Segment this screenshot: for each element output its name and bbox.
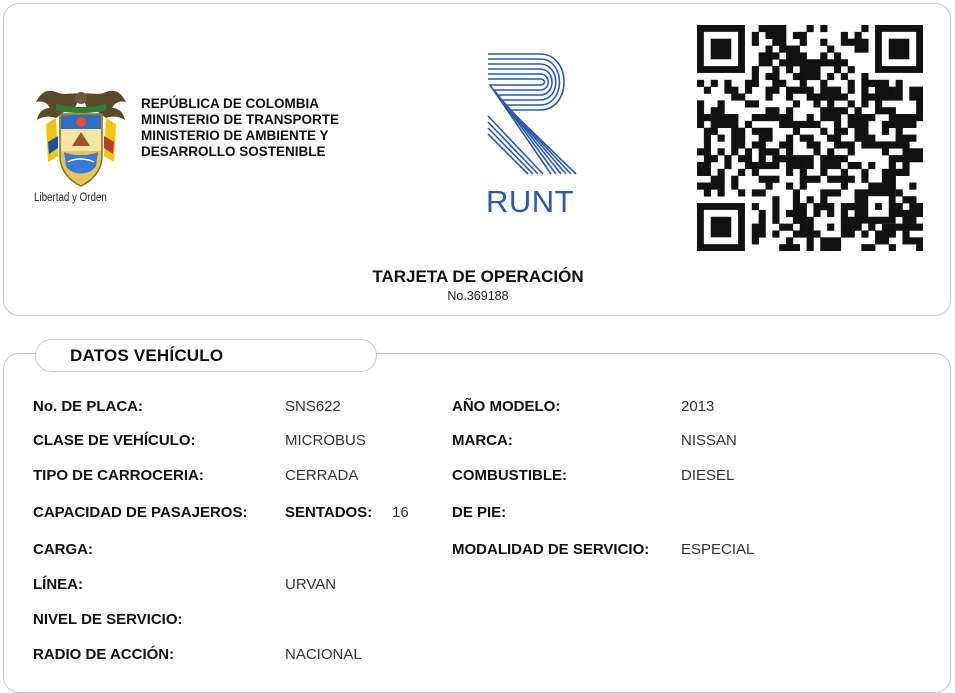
clase-value: MICROBUS bbox=[285, 432, 366, 449]
linea-value: URVAN bbox=[285, 576, 337, 593]
combustible-value: DIESEL bbox=[681, 467, 735, 484]
sentados-value: 16 bbox=[392, 504, 409, 521]
placa-value: SNS622 bbox=[285, 398, 341, 415]
document-title: TARJETA DE OPERACIÓN bbox=[372, 267, 584, 286]
marca-label: MARCA: bbox=[452, 432, 513, 449]
capacidad-label: CAPACIDAD DE PASAJEROS: bbox=[33, 504, 248, 521]
carga-label: CARGA: bbox=[33, 541, 93, 558]
ministry-line: MINISTERIO DE TRANSPORTE bbox=[141, 112, 340, 127]
clase-label: CLASE DE VEHÍCULO: bbox=[33, 432, 196, 449]
modalidad-label: MODALIDAD DE SERVICIO: bbox=[452, 541, 650, 558]
document-number: No.369188 bbox=[447, 289, 509, 303]
ministry-line: DESARROLLO SOSTENIBLE bbox=[141, 144, 326, 159]
radio-label: RADIO DE ACCIÓN: bbox=[33, 646, 175, 663]
modelo-label: AÑO MODELO: bbox=[452, 398, 561, 415]
qr-code-icon bbox=[697, 25, 923, 251]
carroceria-label: TIPO DE CARROCERIA: bbox=[33, 467, 204, 484]
depie-label: DE PIE: bbox=[452, 504, 507, 521]
carroceria-value: CERRADA bbox=[285, 467, 359, 484]
section-title: DATOS VEHÍCULO bbox=[70, 346, 224, 365]
marca-value: NISSAN bbox=[681, 432, 737, 449]
header-card bbox=[3, 3, 951, 316]
radio-value: NACIONAL bbox=[285, 646, 362, 663]
modalidad-value: ESPECIAL bbox=[681, 541, 755, 558]
placa-label: No. DE PLACA: bbox=[33, 398, 143, 415]
ministry-line: MINISTERIO DE AMBIENTE Y bbox=[141, 128, 329, 143]
ministry-line: REPÚBLICA DE COLOMBIA bbox=[141, 96, 319, 111]
modelo-value: 2013 bbox=[681, 398, 715, 415]
coat-of-arms-icon bbox=[34, 86, 128, 192]
runt-r-logo-icon bbox=[480, 48, 584, 178]
combustible-label: COMBUSTIBLE: bbox=[452, 467, 567, 484]
sentados-label: SENTADOS: bbox=[285, 504, 373, 521]
runt-brand: RUNT bbox=[485, 184, 575, 219]
linea-label: LÍNEA: bbox=[33, 576, 83, 593]
nivel-label: NIVEL DE SERVICIO: bbox=[33, 611, 183, 628]
coat-motto: Libertad y Orden bbox=[34, 192, 107, 204]
ministry-heading bbox=[141, 96, 339, 160]
